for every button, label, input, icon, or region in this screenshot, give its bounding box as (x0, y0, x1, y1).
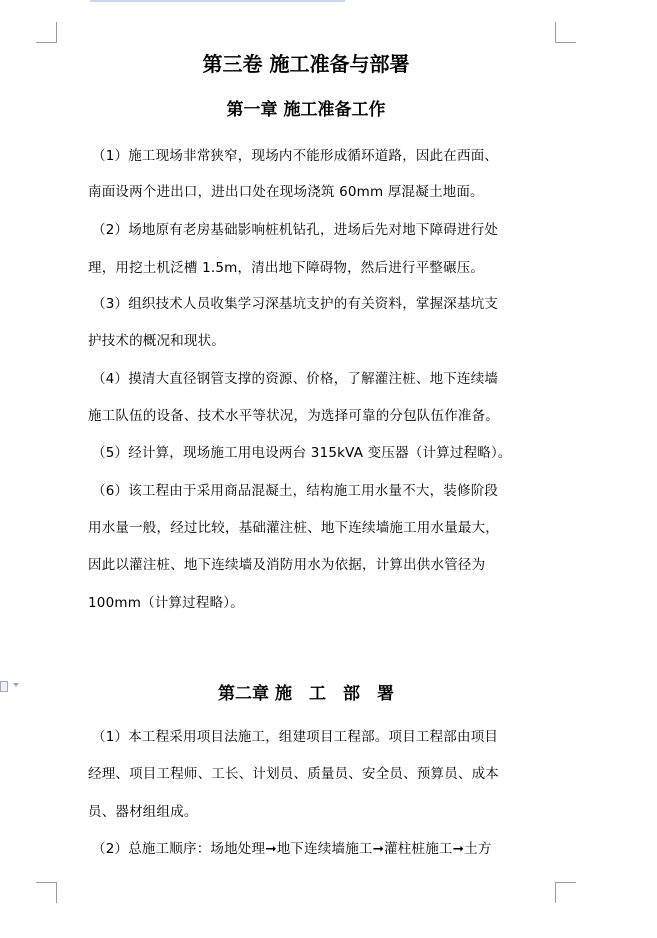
paragraph-line: （1）施工现场非常狭窄，现场内不能形成循环道路，因此在西面、 (92, 148, 499, 164)
paragraph-line: （4）摸清大直径钢管支撑的资源、价格，了解灌注桩、地下连续墙 (92, 371, 499, 387)
paragraph-line: （2）场地原有老房基础影响桩机钻孔，进场后先对地下障碍进行处 (92, 222, 499, 238)
page-corner-mark-bottom-left (36, 882, 57, 903)
page-corner-mark-top-right (555, 22, 576, 43)
paragraph-line: （1）本工程采用项目法施工，组建项目工程部。项目工程部由项目 (92, 729, 499, 745)
page-corner-mark-bottom-right (555, 882, 576, 903)
paragraph-line: 100mm（计算过程略）。 (88, 595, 244, 611)
paragraph-line: 因此以灌注桩、地下连续墙及消防用水为依据，计算出供水管径为 (88, 557, 486, 573)
chapter-2-title: 第二章 施 工 部 署 (218, 684, 394, 704)
paragraph-line: 理，用挖土机泛槽 1.5m，清出地下障碍物，然后进行平整碾压。 (88, 260, 485, 276)
paragraph-line: 施工队伍的设备、技术水平等状况，为选择可靠的分包队伍作准备。 (88, 408, 499, 424)
paragraph-line: 用水量一般，经过比较，基础灌注桩、地下连续墙施工用水量最大， (88, 520, 499, 536)
paragraph-line: 员、器材组组成。 (88, 804, 198, 820)
paragraph-line: 护技术的概况和现状。 (88, 333, 225, 349)
paragraph-line: （2）总施工顺序：场地处理➞地下连续墙施工➞灌柱桩施工➞土方 (92, 841, 492, 857)
paragraph-line: （6）该工程由于采用商品混凝土，结构施工用水量不大，装修阶段 (92, 483, 499, 499)
paragraph-line: （3）组织技术人员收集学习深基坑支护的有关资料，掌握深基坑支 (92, 296, 499, 312)
volume-title: 第三卷 施工准备与部署 (202, 52, 410, 76)
paragraph-line: 南面设两个进出口，进出口处在现场浇筑 60mm 厚混凝土地面。 (88, 184, 484, 200)
paragraph-line: 经理、项目工程师、工长、计划员、质量员、安全员、预算员、成本 (88, 766, 499, 782)
paragraph-line: （5）经计算，现场施工用电设两台 315kVA 变压器（计算过程略）。 (92, 445, 512, 461)
page-top-indicator (90, 0, 345, 2)
page-corner-mark-top-left (36, 22, 57, 43)
chapter-1-title: 第一章 施工准备工作 (226, 100, 386, 120)
